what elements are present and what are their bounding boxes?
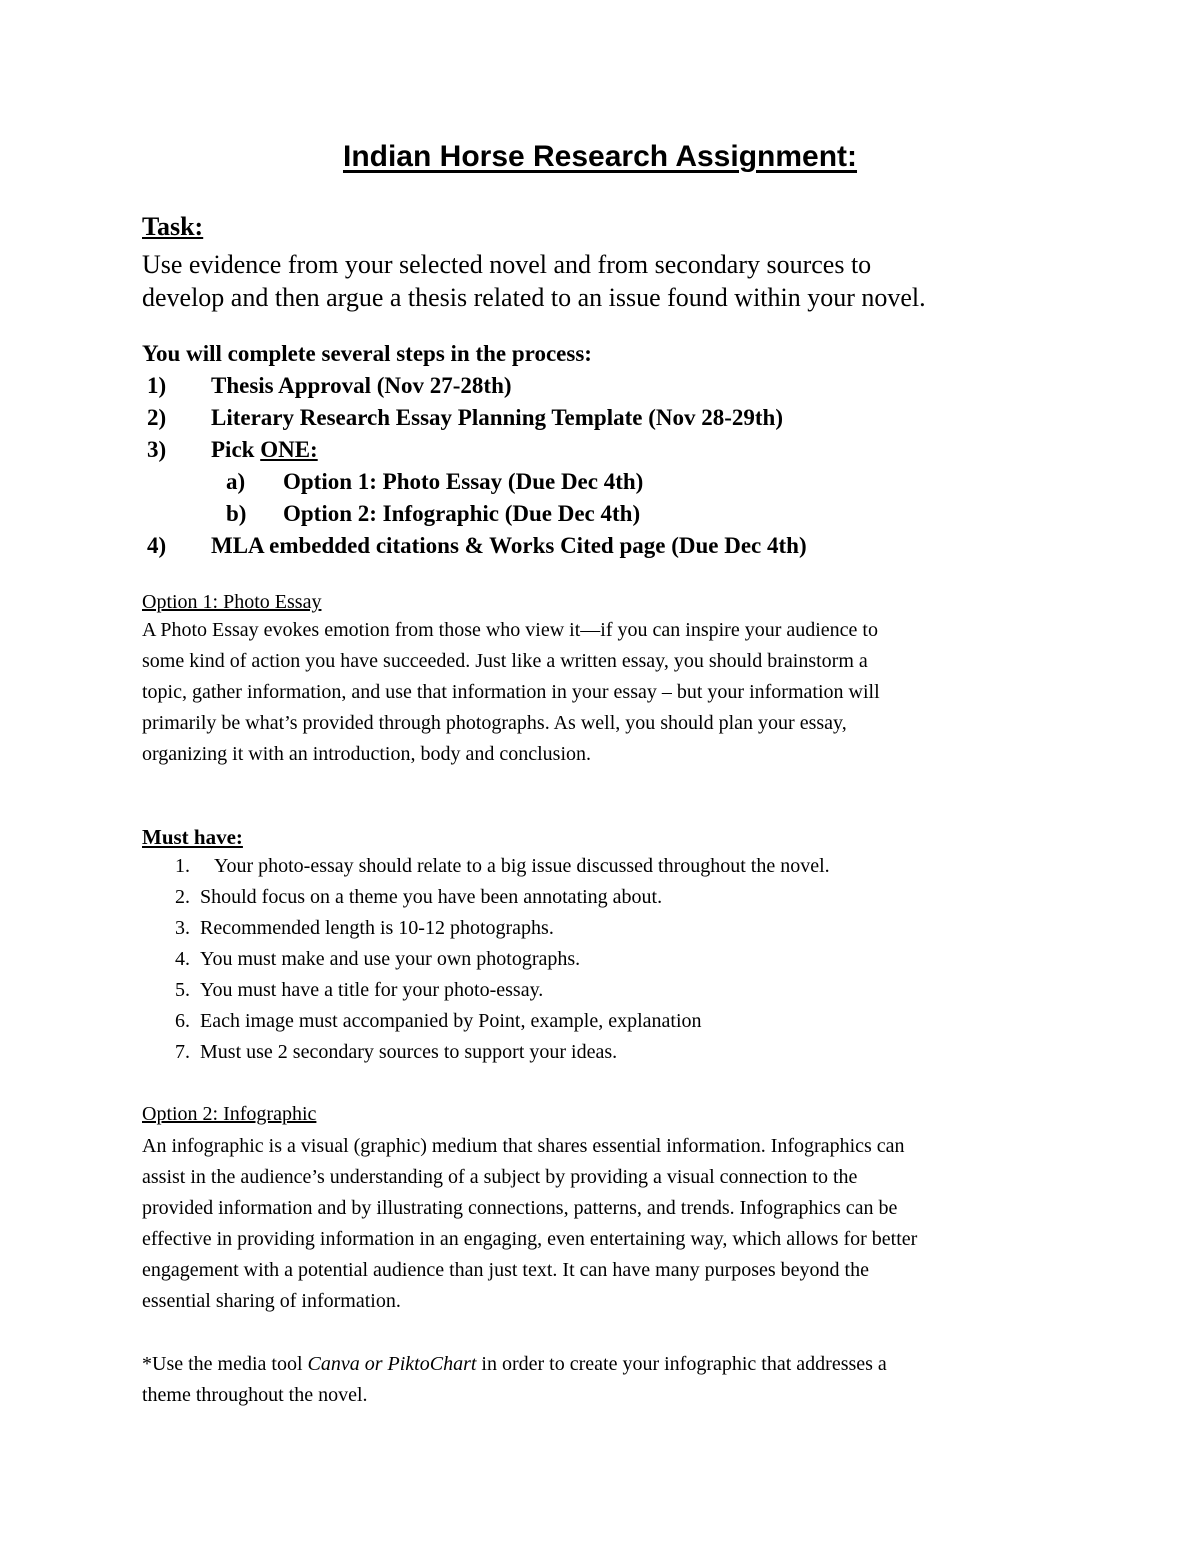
must-have-item — [175, 1041, 617, 1064]
item-number: 6. — [175, 1010, 190, 1032]
paragraph-line: some kind of action you have succeeded. Just like a written essay, you should brainstorm a — [142, 650, 868, 672]
option2-paragraph — [142, 1131, 1062, 1317]
item-number: 7. — [175, 1041, 190, 1063]
page-title: Indian Horse Research Assignment: — [342, 140, 858, 173]
step-text — [211, 437, 318, 463]
task-line: develop and then argue a thesis related to an issue found within your novel. — [142, 283, 926, 312]
step-text-prefix: Pick — [211, 437, 261, 462]
step-letter: a) — [226, 469, 246, 494]
must-have-item — [175, 855, 830, 878]
paragraph-line: primarily be what’s provided through photographs. As well, you should plan your essay, — [142, 712, 847, 734]
steps-intro: You will complete several steps in the process: — [142, 341, 592, 366]
task-line: Use evidence from your selected novel and from secondary sources to — [142, 250, 872, 279]
item-text: You must have a title for your photo-essay. — [200, 979, 544, 1001]
item-number: 2. — [175, 886, 190, 908]
note-suffix: in order to create your infographic that addresses a — [476, 1353, 887, 1375]
note-line — [142, 1349, 1062, 1380]
paragraph-line: organizing it with an introduction, body and conclusion. — [142, 743, 592, 765]
paragraph-line: topic, gather information, and use that information in your essay – but your information will — [142, 681, 880, 703]
note-prefix: *Use the media tool — [142, 1353, 308, 1375]
paragraph-line: A Photo Essay evokes emotion from those who view it—if you can inspire your audience to — [142, 619, 878, 641]
item-number: 5. — [175, 979, 190, 1001]
step-text: MLA embedded citations & Works Cited page (Due Dec 4th) — [211, 533, 807, 558]
item-text: You must make and use your own photographs. — [200, 948, 581, 970]
step-letter: b) — [226, 501, 247, 526]
option1-heading: Option 1: Photo Essay — [142, 591, 322, 613]
step-text: Literary Research Essay Planning Template (Nov 28-29th) — [211, 405, 784, 430]
paragraph-line: provided information and by illustrating connections, patterns, and trends. Infographics can be — [142, 1197, 898, 1219]
paragraph-line: effective in providing information in an engaging, even entertaining way, which allows for better — [142, 1228, 918, 1250]
item-text: Each image must accompanied by Point, example, explanation — [200, 1010, 702, 1032]
paragraph-line: An infographic is a visual (graphic) medium that shares essential information. Infographics can — [142, 1135, 905, 1157]
paragraph-line: engagement with a potential audience than just text. It can have many purposes beyond the — [142, 1259, 869, 1281]
note-tools: Canva or PiktoChart — [307, 1353, 477, 1375]
item-text: Recommended length is 10-12 photographs. — [200, 917, 554, 939]
item-number: 4. — [175, 948, 190, 970]
step-number: 1) — [147, 373, 167, 398]
step-number: 4) — [147, 533, 167, 558]
item-number: 1. — [175, 855, 190, 877]
must-have-item — [175, 979, 543, 1002]
paragraph-line: assist in the audience’s understanding of a subject by providing a visual connection to the — [142, 1166, 858, 1188]
task-description — [142, 248, 1082, 314]
item-number: 3. — [175, 917, 190, 939]
note-line: theme throughout the novel. — [142, 1384, 368, 1406]
step-text: Option 2: Infographic (Due Dec 4th) — [283, 501, 641, 526]
must-have-heading: Must have: — [142, 825, 243, 849]
item-text: Must use 2 secondary sources to support your ideas. — [200, 1041, 618, 1063]
paragraph-line: essential sharing of information. — [142, 1290, 401, 1312]
step-number: 3) — [147, 437, 167, 462]
option2-heading: Option 2: Infographic — [142, 1103, 317, 1125]
must-have-item — [175, 1010, 702, 1033]
option1-paragraph — [142, 615, 1062, 770]
step-text: Option 1: Photo Essay (Due Dec 4th) — [283, 469, 644, 494]
tool-note — [142, 1349, 1062, 1411]
item-text: Should focus on a theme you have been annotating about. — [200, 886, 663, 908]
item-text: Your photo-essay should relate to a big issue discussed throughout the novel. — [214, 855, 830, 877]
must-have-item — [175, 917, 554, 940]
step-number: 2) — [147, 405, 167, 430]
must-have-item — [175, 948, 580, 971]
task-heading: Task: — [142, 212, 204, 241]
step-text-emphasis: ONE: — [260, 437, 318, 462]
must-have-item — [175, 886, 662, 909]
step-text: Thesis Approval (Nov 27-28th) — [211, 373, 512, 398]
